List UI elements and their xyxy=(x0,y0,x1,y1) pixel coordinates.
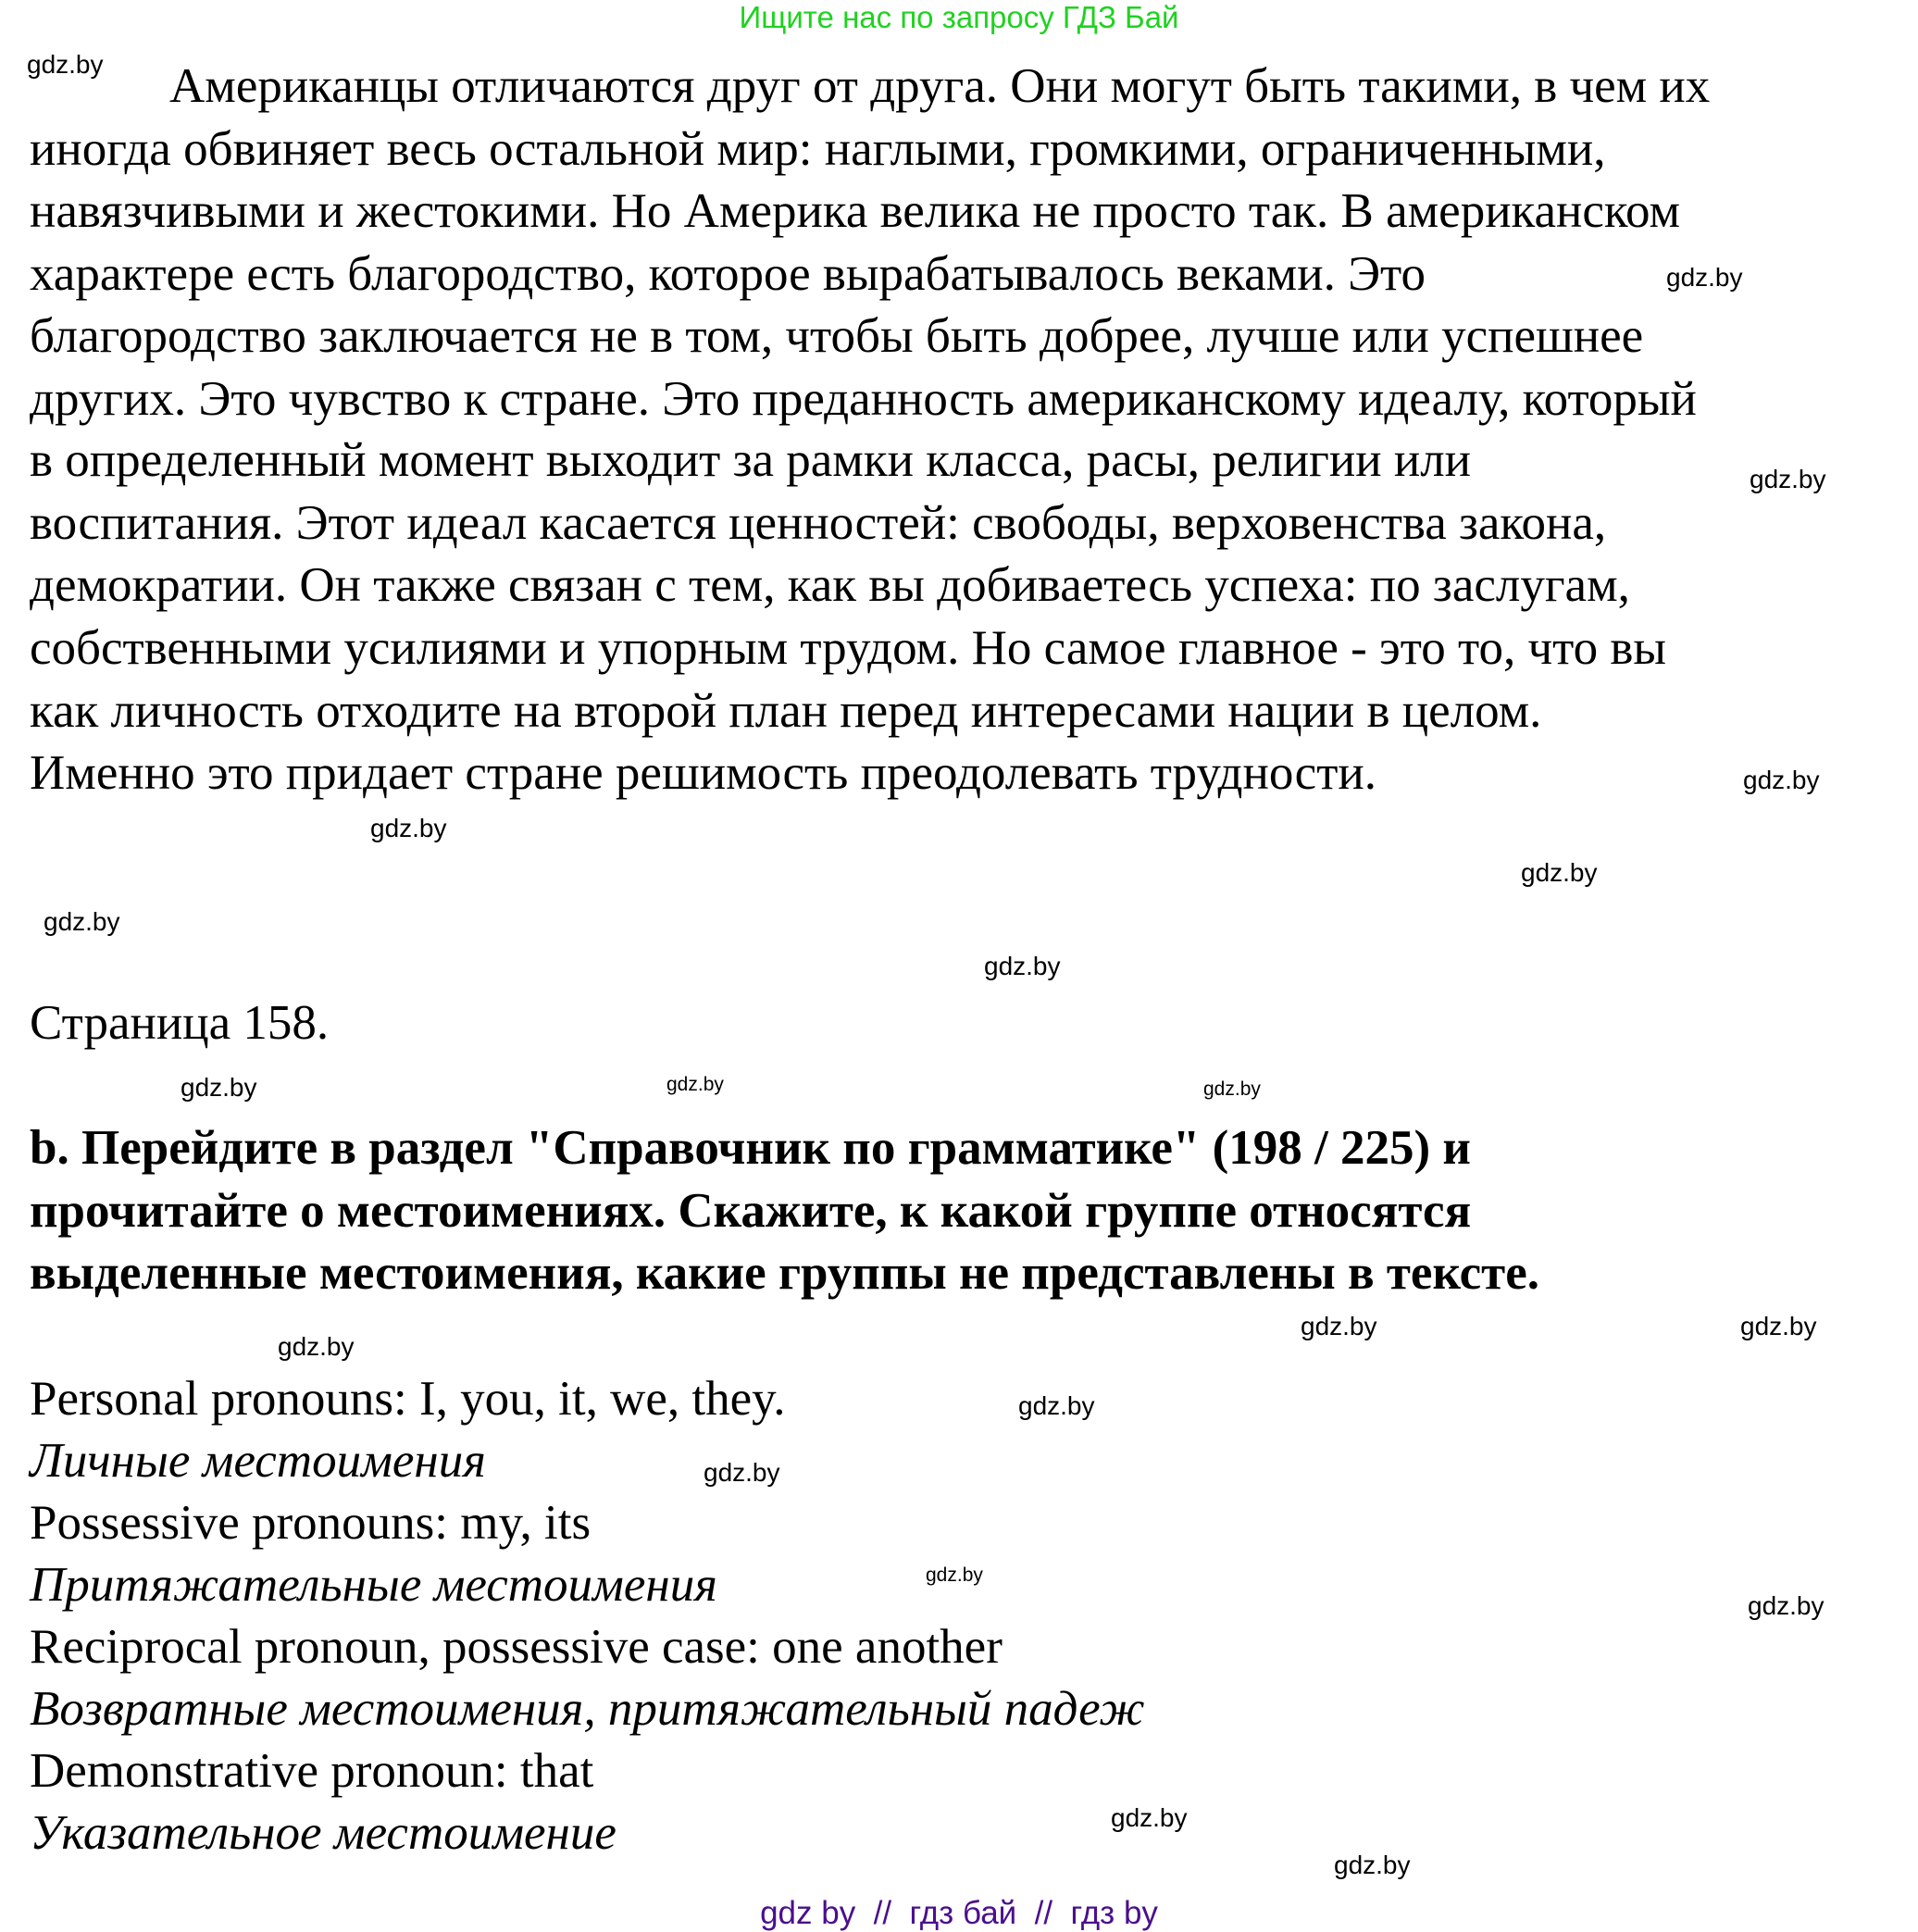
watermark: gdz.by xyxy=(1334,1851,1411,1879)
watermark: gdz.by xyxy=(27,50,104,79)
paragraph-line: в определенный момент выходит за рамки класса, расы, религии или xyxy=(30,433,1472,487)
paragraph-line: навязчивыми и жестокими. Но Америка велика не просто так. В американском xyxy=(30,184,1681,238)
watermark: gdz.by xyxy=(1203,1078,1261,1100)
paragraph-line: демократии. Он также связан с тем, как вы добиваетесь успеха: по заслугам, xyxy=(30,558,1630,612)
paragraph-line: иногда обвиняет весь остальной мир: наглыми, громкими, ограниченными, xyxy=(30,122,1606,176)
paragraph-line: Американцы отличаются друг от друга. Они могут быть такими, в чем их xyxy=(169,59,1711,113)
watermark: gdz.by xyxy=(44,907,120,936)
watermark: gdz.by xyxy=(1666,263,1743,292)
paragraph-line: характере есть благородство, которое вырабатывалось веками. Это xyxy=(30,247,1426,301)
paragraph-line: других. Это чувство к стране. Это преданность американскому идеалу, который xyxy=(30,372,1697,426)
page-label: Страница 158. xyxy=(30,996,330,1050)
header-search-hint: Ищите нас по запросу ГДЗ Бай xyxy=(739,0,1179,34)
task-line: b. Перейдите в раздел "Справочник по грамматике" (198 / 225) и xyxy=(30,1121,1471,1175)
answer-english: Reciprocal pronoun, possessive case: one another xyxy=(30,1620,1003,1674)
watermark: gdz.by xyxy=(984,952,1061,980)
paragraph-line: собственными усилиями и упорным трудом. Но самое главное - это то, что вы xyxy=(30,621,1666,675)
watermark: gdz.by xyxy=(1018,1391,1095,1420)
paragraph-line: благородство заключается не в том, чтобы быть добрее, лучше или успешнее xyxy=(30,309,1644,363)
watermark: gdz.by xyxy=(370,814,447,842)
answer-russian: Притяжательные местоимения xyxy=(30,1558,717,1612)
watermark: gdz.by xyxy=(1750,465,1826,493)
watermark: gdz.by xyxy=(1521,858,1598,887)
paragraph-line: воспитания. Этот идеал касается ценностей: свободы, верховенства закона, xyxy=(30,496,1607,550)
watermark: gdz.by xyxy=(1111,1803,1188,1832)
watermark: gdz.by xyxy=(666,1074,724,1095)
watermark: gdz.by xyxy=(704,1458,780,1487)
watermark: gdz.by xyxy=(1740,1312,1817,1340)
watermark: gdz.by xyxy=(181,1073,257,1102)
watermark: gdz.by xyxy=(1748,1591,1825,1620)
task-line: прочитайте о местоимениях. Скажите, к какой группе относятся xyxy=(30,1184,1472,1238)
watermark: gdz.by xyxy=(1743,766,1820,794)
paragraph-line: Именно это придает стране решимость преодолевать трудности. xyxy=(30,746,1376,800)
answer-english: Possessive pronouns: my, its xyxy=(30,1496,592,1550)
answer-russian: Возвратные местоимения, притяжательный падеж xyxy=(30,1682,1145,1736)
watermark: gdz.by xyxy=(926,1564,983,1586)
watermark: gdz.by xyxy=(1301,1312,1377,1340)
answer-russian: Личные местоимения xyxy=(30,1434,486,1488)
answer-english: Demonstrative pronoun: that xyxy=(30,1744,594,1798)
answer-english: Personal pronouns: I, you, it, we, they. xyxy=(30,1372,786,1426)
task-line: выделенные местоимения, какие группы не представлены в тексте. xyxy=(30,1246,1539,1300)
watermark: gdz.by xyxy=(278,1332,355,1361)
footer-links: gdz by // гдз бай // гдз by xyxy=(760,1895,1158,1931)
paragraph-line: как личность отходите на второй план перед интересами нации в целом. xyxy=(30,684,1542,738)
answer-russian: Указательное местоимение xyxy=(30,1806,616,1860)
